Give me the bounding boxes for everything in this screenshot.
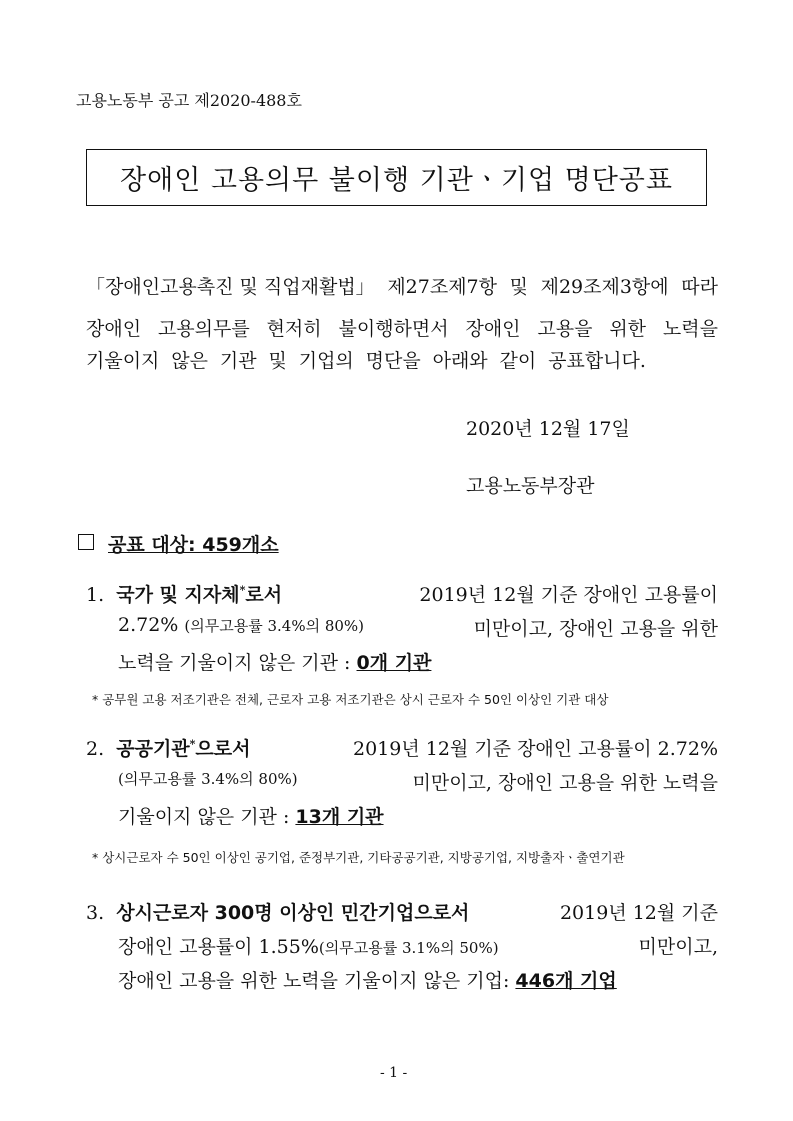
- intro-line-3: 기울이지 않은 기관 및 기업의 명단을 아래와 같이 공표합니다.: [86, 350, 646, 372]
- section-heading: 공표 대상: 459개소: [108, 534, 279, 556]
- item-2: [86, 734, 718, 761]
- item-2-line-2: (의무고용률 3.4%의 80%) 미만이고, 장애인 고용을 위한 노력을: [118, 770, 718, 794]
- item-3: [86, 898, 718, 925]
- item-3-line-2: 장애인 고용률이 1.55%(의무고용률 3.1%의 50%) 미만이고,: [118, 936, 718, 958]
- notice-number: 고용노동부 공고 제2020-488호: [76, 91, 302, 110]
- footnote-1: * 공무원 고용 저조기관은 전체, 근로자 고용 저조기관은 상시 근로자 수 50인 이상인 기관 대상: [92, 692, 609, 707]
- item-1-result: 0개 기관: [356, 652, 432, 674]
- item-1-line-3: 노력을 기울이지 않은 기관 : 0개 기관: [118, 652, 432, 674]
- item-3-result: 446개 기업: [515, 970, 617, 992]
- item-3-line-1: 3. 상시근로자 300명 이상인 민간기업으로서 2019년 12월 기준: [86, 902, 718, 924]
- signer: 고용노동부장관: [466, 475, 595, 497]
- footnote-2: * 상시근로자 수 50인 이상인 공기업, 준정부기관, 기타공공기관, 지방공기업, 지방출자ㆍ출연기관: [92, 850, 625, 865]
- title-box: [86, 149, 707, 206]
- item-3-line-3: 장애인 고용을 위한 노력을 기울이지 않은 기업: 446개 기업: [118, 970, 617, 992]
- item-1-line-2: 2.72% (의무고용률 3.4%의 80%) 미만이고, 장애인 고용을 위한: [118, 614, 718, 640]
- intro-line-1: 「장애인고용촉진 및 직업재활법」 제27조제7항 및 제29조제3항에 따라: [86, 276, 718, 298]
- checkbox-square-icon: [78, 534, 94, 550]
- notice-date: 2020년 12월 17일: [466, 418, 630, 440]
- item-2-line-3: 기울이지 않은 기관 : 13개 기관: [118, 806, 384, 828]
- intro-line-2: 장애인 고용의무를 현저히 불이행하면서 장애인 고용을 위한 노력을: [86, 318, 718, 340]
- document-title: 장애인 고용의무 불이행 기관ㆍ기업 명단공표: [120, 165, 673, 196]
- item-1-line-1: 1. 국가 및 지자체*로서 2019년 12월 기준 장애인 고용률이: [86, 583, 718, 606]
- item-2-result: 13개 기관: [295, 806, 384, 828]
- page-number: - 1 -: [380, 1065, 408, 1081]
- item-2-line-1: 2. 공공기관*으로서 2019년 12월 기준 장애인 고용률이 2.72%: [86, 737, 718, 760]
- item-1: [86, 580, 718, 607]
